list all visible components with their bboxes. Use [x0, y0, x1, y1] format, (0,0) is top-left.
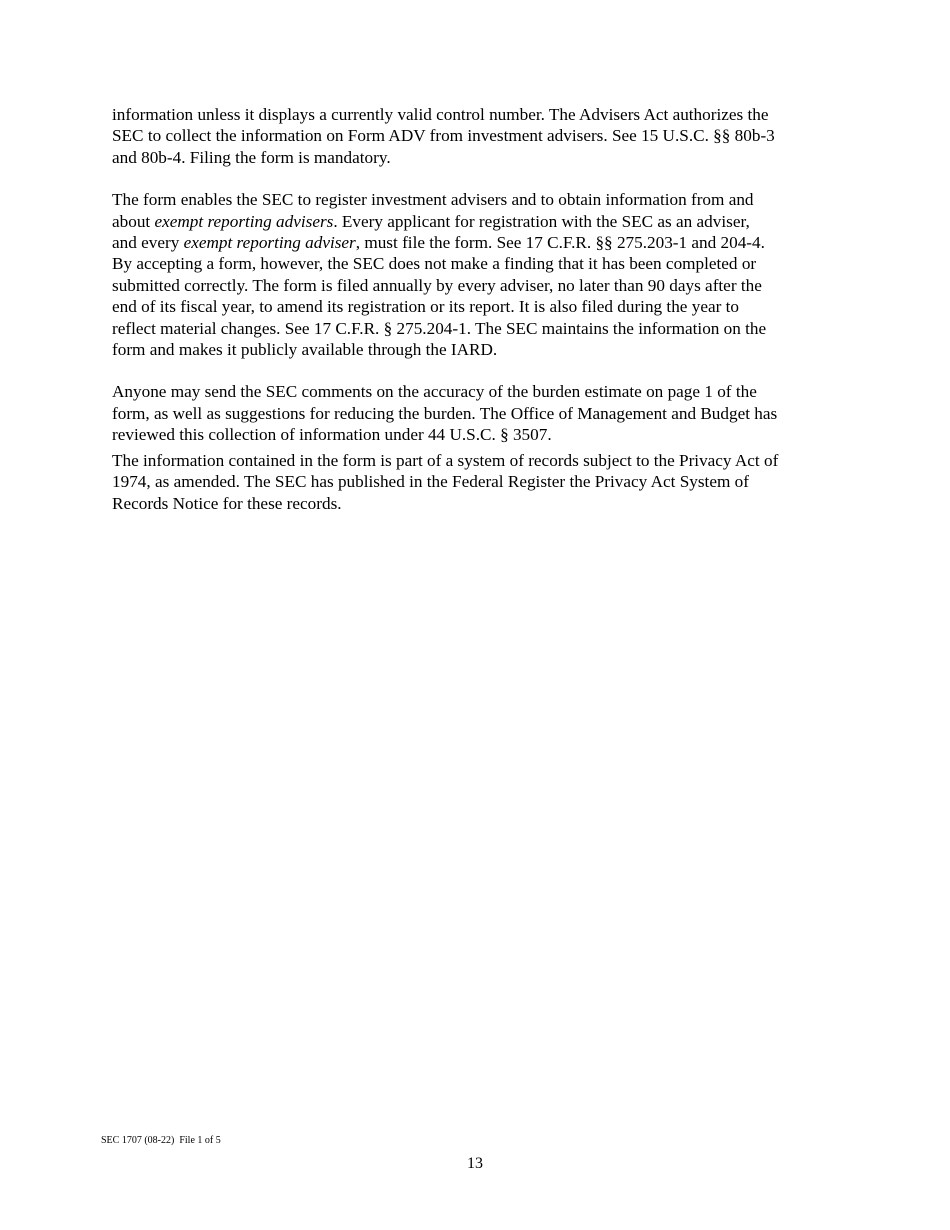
text-line: form, as well as suggestions for reducing the burden. The Office of Management and Budget has — [112, 403, 778, 423]
text-run: , must file the form. See 17 C.F.R. §§ 275.203-1 and 204-4. — [355, 233, 765, 253]
text-line: reviewed this collection of information under 44 U.S.C. § 3507. — [112, 425, 552, 445]
text-line: form and makes it publicly available through the IARD. — [112, 340, 498, 360]
text-line: reflect material changes. See 17 C.F.R. § 275.204-1. The SEC maintains the information on the — [112, 318, 767, 338]
text-line: 1974, as amended. The SEC has published in the Federal Register the Privacy Act System of — [112, 472, 749, 492]
text-run: about — [112, 211, 155, 231]
text-line: end of its fiscal year, to amend its registration or its report. It is also filed during the year to — [112, 297, 739, 317]
text-run: . Every applicant for registration with the SEC as an adviser, — [333, 211, 750, 231]
form-code-footer: SEC 1707 (08-22) File 1 of 5 — [101, 1135, 221, 1146]
paragraph-control-number — [112, 104, 838, 168]
text-run: and every — [112, 233, 184, 253]
page-number: 13 — [467, 1155, 483, 1172]
text-line: Records Notice for these records. — [112, 493, 342, 513]
text-line: The information contained in the form is part of a system of records subject to the Privacy Act of — [112, 450, 779, 470]
text-line: By accepting a form, however, the SEC does not make a finding that it has been completed or — [112, 254, 757, 274]
text-line: The form enables the SEC to register investment advisers and to obtain information from and — [112, 190, 754, 210]
text-line: SEC to collect the information on Form ADV from investment advisers. See 15 U.S.C. §§ 80b-3 — [112, 126, 775, 146]
italic-term: exempt reporting adviser — [183, 233, 356, 253]
paragraph-burden-comments — [112, 381, 838, 445]
document-body — [112, 104, 838, 514]
text-line: Anyone may send the SEC comments on the accuracy of the burden estimate on page 1 of the — [112, 382, 757, 402]
text-line: submitted correctly. The form is filed annually by every adviser, no later than 90 days after the — [112, 275, 762, 295]
paragraph-privacy-act — [112, 450, 838, 514]
text-line: and 80b-4. Filing the form is mandatory. — [112, 147, 391, 167]
paragraph-form-purpose — [112, 189, 838, 360]
text-line: information unless it displays a currently valid control number. The Advisers Act authorizes the — [112, 105, 769, 124]
text-line — [112, 232, 838, 253]
italic-term: exempt reporting advisers — [154, 211, 334, 231]
text-line — [112, 211, 838, 232]
